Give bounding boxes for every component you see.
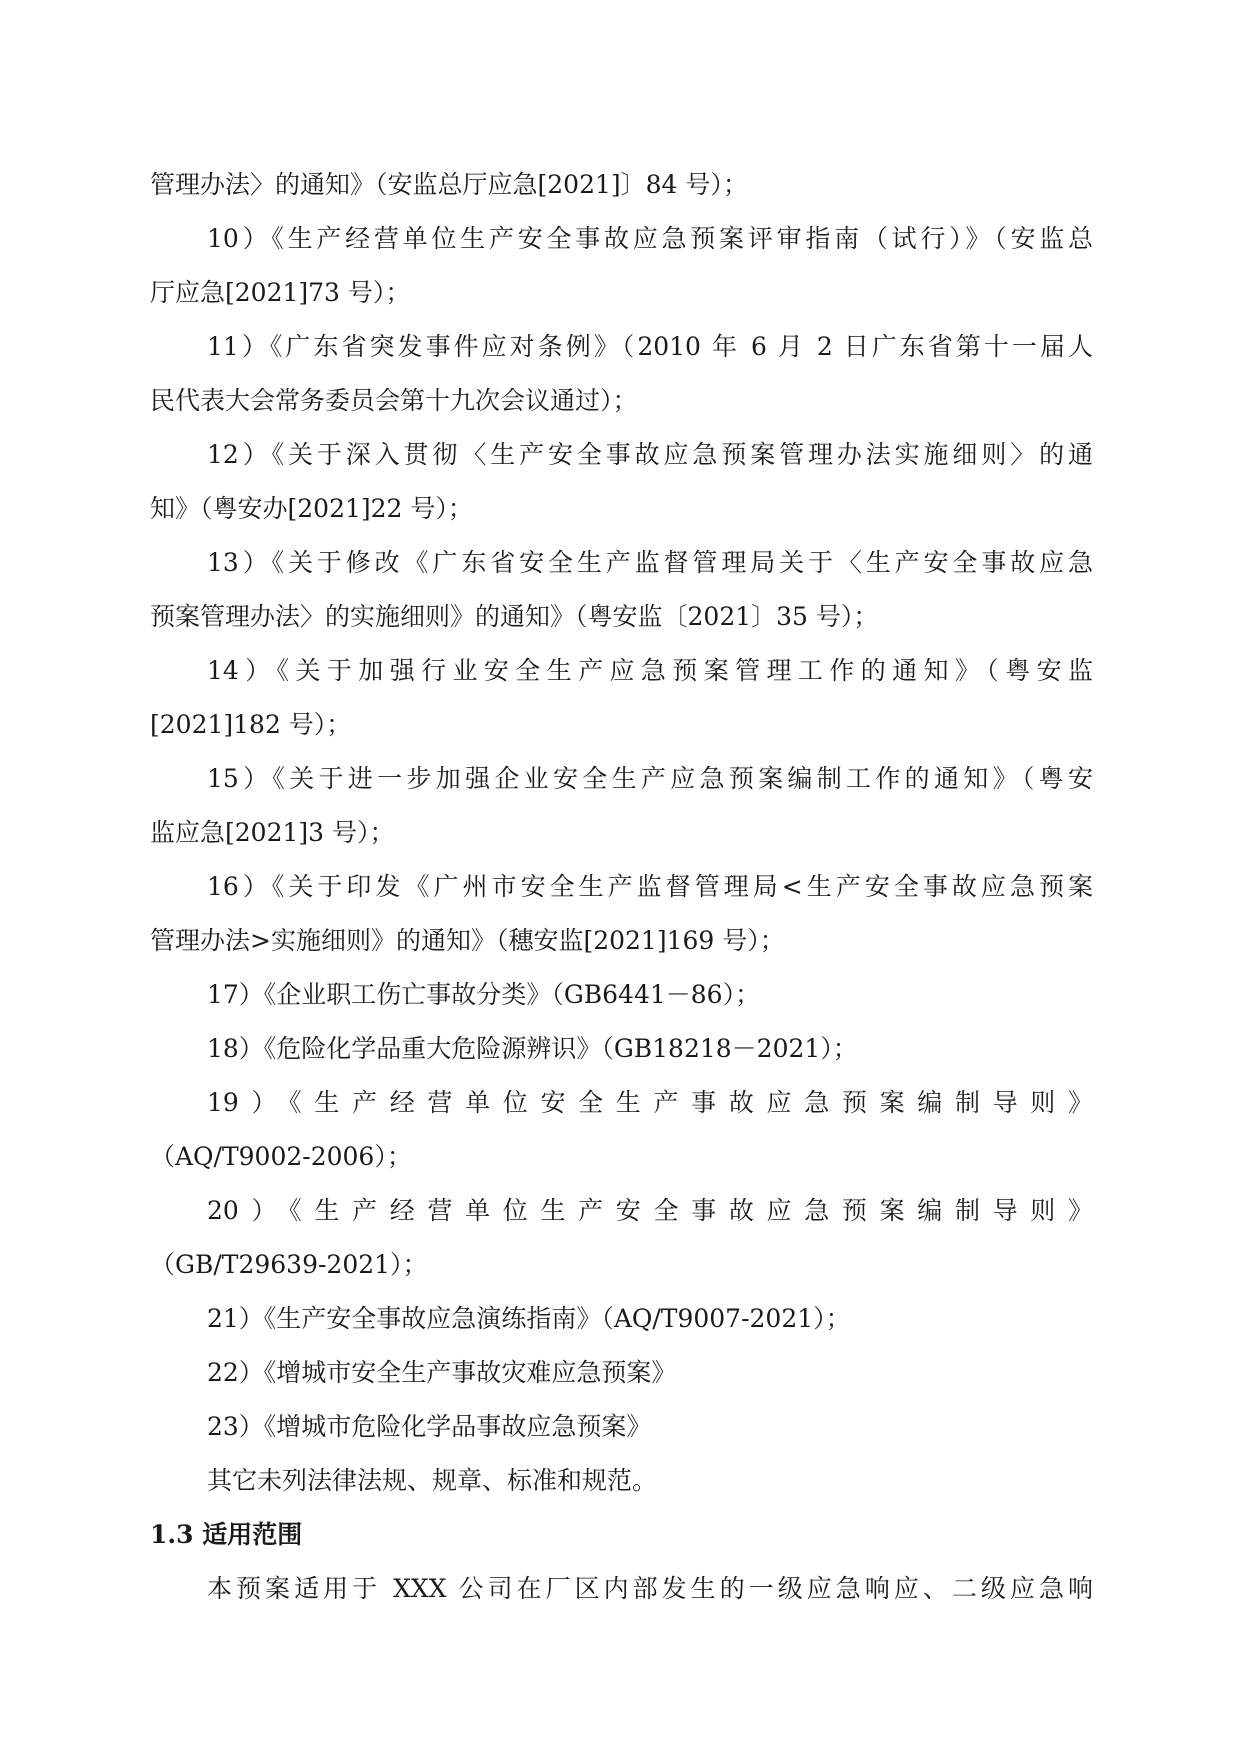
document-body: [150, 158, 1093, 1616]
text-line-2: 10）《生产经营单位生产安全事故应急预案评审指南（试行）》（安监总: [207, 224, 1093, 253]
text-line-3: 厅应急[2021]73 号）；: [150, 278, 411, 307]
text-line-16: 17）《企业职工伤亡事故分类》（GB6441－86）；: [207, 980, 761, 1009]
text-line-1: 管理办法〉的通知》（安监总厅应急[2021]〕84 号）；: [150, 170, 748, 199]
text-line-6: 12）《关于深入贯彻〈生产安全事故应急预案管理办法实施细则〉的通: [207, 440, 1093, 469]
text-line-4: 11）《广东省突发事件应对条例》（2010 年 6 月 2 日广东省第十一届人: [207, 332, 1093, 361]
text-line-24: 23）《增城市危险化学品事故应急预案》: [207, 1412, 652, 1441]
text-line-10: 14）《关于加强行业安全生产应急预案管理工作的通知》（粤安监: [207, 656, 1093, 685]
text-line-14: 16）《关于印发《广州市安全生产监督管理局<生产安全事故应急预案: [207, 872, 1093, 901]
text-line-18: 19）《生产经营单位安全生产事故应急预案编制导则》: [207, 1088, 1093, 1117]
text-line-19: （AQ/T9002-2006）；: [150, 1142, 412, 1171]
text-line-15: 管理办法>实施细则》的通知》（穗安监[2021]169 号）；: [150, 926, 785, 955]
text-line-17: 18）《危险化学品重大危险源辨识》（GB18218－2021）；: [207, 1034, 858, 1063]
text-line-12: 15）《关于进一步加强企业安全生产应急预案编制工作的通知》（粤安: [207, 764, 1093, 793]
text-line-13: 监应急[2021]3 号）；: [150, 818, 395, 847]
text-line-9: 预案管理办法〉的实施细则》的通知》（粤安监〔2021〕35 号）；: [150, 602, 879, 631]
text-line-21: （GB/T29639-2021）；: [150, 1250, 428, 1279]
text-line-5: 民代表大会常务委员会第十九次会议通过）；: [150, 386, 638, 415]
text-line-11: [2021]182 号）；: [150, 710, 352, 739]
section-heading: 1.3 适用范围: [150, 1520, 303, 1549]
text-line-20: 20）《生产经营单位生产安全事故应急预案编制导则》: [207, 1196, 1093, 1225]
text-line-22: 21）《生产安全事故应急演练指南》（AQ/T9007-2021）；: [207, 1304, 851, 1333]
text-line-25: 其它未列法律法规、规章、标准和规范。: [207, 1466, 658, 1495]
text-line-27: 本预案适用于 XXX 公司在厂区内部发生的一级应急响应、二级应急响: [207, 1574, 1093, 1603]
text-line-7: 知》（粤安办[2021]22 号）；: [150, 494, 473, 523]
text-line-23: 22）《增城市安全生产事故灾难应急预案》: [207, 1358, 677, 1387]
text-line-8: 13）《关于修改《广东省安全生产监督管理局关于〈生产安全事故应急: [207, 548, 1093, 577]
